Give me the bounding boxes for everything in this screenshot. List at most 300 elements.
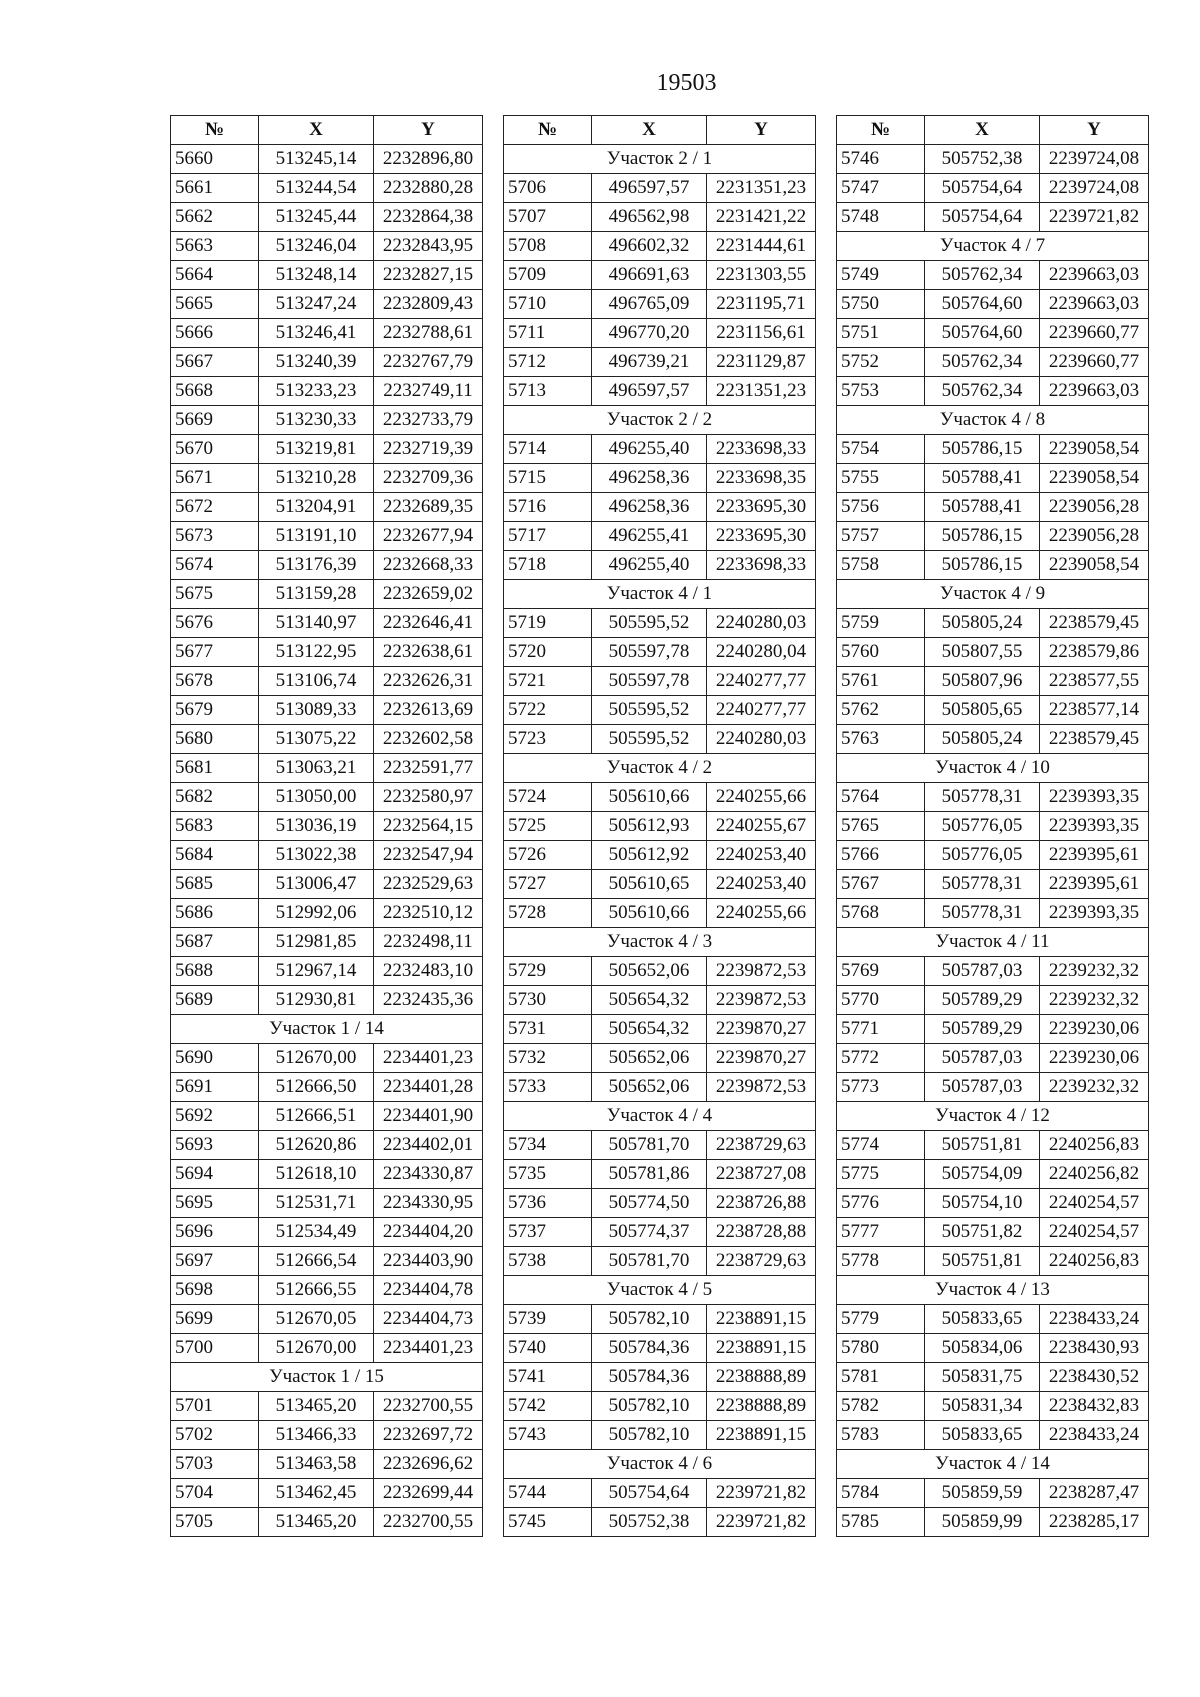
- table-row: [171, 667, 483, 696]
- table-row: [837, 1508, 1149, 1537]
- y-coordinate-cell: 2238891,15: [707, 1421, 816, 1450]
- x-coordinate-cell: 505781,86: [592, 1160, 707, 1189]
- y-coordinate-cell: 2238433,24: [1040, 1421, 1149, 1450]
- table-row: [171, 957, 483, 986]
- table-row: [504, 870, 816, 899]
- x-coordinate-cell: 505787,03: [925, 1073, 1040, 1102]
- x-coordinate-cell: 505778,31: [925, 870, 1040, 899]
- y-coordinate-cell: 2234401,23: [374, 1334, 483, 1363]
- point-number-cell: 5751: [837, 319, 925, 348]
- x-coordinate-cell: 513022,38: [259, 841, 374, 870]
- x-coordinate-cell: 513245,14: [259, 145, 374, 174]
- x-coordinate-cell: 496602,32: [592, 232, 707, 261]
- y-coordinate-cell: 2238430,93: [1040, 1334, 1149, 1363]
- table-row: [504, 232, 816, 261]
- x-coordinate-cell: 505778,31: [925, 783, 1040, 812]
- x-coordinate-cell: 505782,10: [592, 1421, 707, 1450]
- y-coordinate-cell: 2238285,17: [1040, 1508, 1149, 1537]
- section-row: [504, 145, 816, 174]
- section-label: Участок 2 / 1: [504, 145, 816, 174]
- table-row: [504, 174, 816, 203]
- point-number-cell: 5679: [171, 696, 259, 725]
- point-number-cell: 5729: [504, 957, 592, 986]
- section-label: Участок 4 / 9: [837, 580, 1149, 609]
- section-label: Участок 4 / 3: [504, 928, 816, 957]
- point-number-cell: 5717: [504, 522, 592, 551]
- point-number-cell: 5716: [504, 493, 592, 522]
- point-number-cell: 5724: [504, 783, 592, 812]
- y-coordinate-cell: 2240254,57: [1040, 1189, 1149, 1218]
- x-coordinate-cell: 505776,05: [925, 841, 1040, 870]
- table-row: [837, 1044, 1149, 1073]
- table-row: [504, 1363, 816, 1392]
- x-coordinate-cell: 505831,34: [925, 1392, 1040, 1421]
- table-row: [504, 1508, 816, 1537]
- x-coordinate-cell: 513233,23: [259, 377, 374, 406]
- table-row: [171, 754, 483, 783]
- x-coordinate-cell: 505751,81: [925, 1247, 1040, 1276]
- table-row: [171, 870, 483, 899]
- y-coordinate-cell: 2232864,38: [374, 203, 483, 232]
- y-coordinate-cell: 2232880,28: [374, 174, 483, 203]
- table-header-row: [837, 116, 1149, 145]
- point-number-cell: 5759: [837, 609, 925, 638]
- point-number-cell: 5687: [171, 928, 259, 957]
- y-coordinate-cell: 2232719,39: [374, 435, 483, 464]
- point-number-cell: 5700: [171, 1334, 259, 1363]
- table-row: [837, 899, 1149, 928]
- table-row: [504, 638, 816, 667]
- y-coordinate-cell: 2232677,94: [374, 522, 483, 551]
- point-number-cell: 5767: [837, 870, 925, 899]
- table-row: [171, 580, 483, 609]
- x-coordinate-cell: 505610,65: [592, 870, 707, 899]
- x-coordinate-cell: 505754,64: [592, 1479, 707, 1508]
- x-coordinate-cell: 496255,40: [592, 551, 707, 580]
- table-header-row: [504, 116, 816, 145]
- x-coordinate-cell: 512534,49: [259, 1218, 374, 1247]
- point-number-cell: 5733: [504, 1073, 592, 1102]
- table-row: [504, 1392, 816, 1421]
- point-number-cell: 5770: [837, 986, 925, 1015]
- table-row: [171, 609, 483, 638]
- x-coordinate-cell: 505781,70: [592, 1131, 707, 1160]
- x-coordinate-cell: 505833,65: [925, 1305, 1040, 1334]
- y-coordinate-cell: 2232668,33: [374, 551, 483, 580]
- point-number-cell: 5741: [504, 1363, 592, 1392]
- x-coordinate-cell: 513247,24: [259, 290, 374, 319]
- section-row: [837, 580, 1149, 609]
- x-coordinate-cell: 505764,60: [925, 319, 1040, 348]
- point-number-cell: 5701: [171, 1392, 259, 1421]
- y-coordinate-cell: 2239663,03: [1040, 261, 1149, 290]
- table-row: [837, 841, 1149, 870]
- point-number-cell: 5685: [171, 870, 259, 899]
- x-coordinate-cell: 505784,36: [592, 1334, 707, 1363]
- y-coordinate-cell: 2232843,95: [374, 232, 483, 261]
- x-coordinate-cell: 496562,98: [592, 203, 707, 232]
- y-coordinate-cell: 2238577,55: [1040, 667, 1149, 696]
- table-row: [171, 1160, 483, 1189]
- y-coordinate-cell: 2239058,54: [1040, 464, 1149, 493]
- y-coordinate-cell: 2234404,73: [374, 1305, 483, 1334]
- point-number-cell: 5763: [837, 725, 925, 754]
- x-coordinate-cell: 513465,20: [259, 1508, 374, 1537]
- x-coordinate-cell: 513466,33: [259, 1421, 374, 1450]
- table-row: [837, 696, 1149, 725]
- y-coordinate-cell: 2232809,43: [374, 290, 483, 319]
- y-coordinate-cell: 2234402,01: [374, 1131, 483, 1160]
- y-coordinate-cell: 2232435,36: [374, 986, 483, 1015]
- y-coordinate-cell: 2234401,23: [374, 1044, 483, 1073]
- x-coordinate-cell: 505595,52: [592, 696, 707, 725]
- section-label: Участок 4 / 8: [837, 406, 1149, 435]
- x-coordinate-cell: 505805,65: [925, 696, 1040, 725]
- point-number-cell: 5728: [504, 899, 592, 928]
- point-number-cell: 5760: [837, 638, 925, 667]
- y-coordinate-cell: 2234401,90: [374, 1102, 483, 1131]
- section-row: [837, 1276, 1149, 1305]
- table-row: [837, 783, 1149, 812]
- section-row: [504, 406, 816, 435]
- x-coordinate-cell: 505752,38: [925, 145, 1040, 174]
- y-coordinate-cell: 2238287,47: [1040, 1479, 1149, 1508]
- y-coordinate-cell: 2239872,53: [707, 957, 816, 986]
- table-row: [171, 928, 483, 957]
- y-coordinate-cell: 2239721,82: [707, 1479, 816, 1508]
- table-row: [504, 667, 816, 696]
- point-number-cell: 5731: [504, 1015, 592, 1044]
- x-coordinate-cell: 512981,85: [259, 928, 374, 957]
- y-coordinate-cell: 2231195,71: [707, 290, 816, 319]
- y-coordinate-cell: 2232699,44: [374, 1479, 483, 1508]
- x-coordinate-cell: 512618,10: [259, 1160, 374, 1189]
- y-coordinate-cell: 2238729,63: [707, 1247, 816, 1276]
- table-row: [504, 841, 816, 870]
- coordinates-table-1: [170, 115, 483, 1537]
- point-number-cell: 5688: [171, 957, 259, 986]
- table-row: [171, 493, 483, 522]
- y-coordinate-cell: 2234401,28: [374, 1073, 483, 1102]
- point-number-cell: 5771: [837, 1015, 925, 1044]
- y-coordinate-cell: 2234403,90: [374, 1247, 483, 1276]
- point-number-cell: 5711: [504, 319, 592, 348]
- y-coordinate-cell: 2238430,52: [1040, 1363, 1149, 1392]
- y-coordinate-cell: 2239721,82: [1040, 203, 1149, 232]
- table-row: [837, 1247, 1149, 1276]
- point-number-cell: 5748: [837, 203, 925, 232]
- point-number-cell: 5705: [171, 1508, 259, 1537]
- x-coordinate-cell: 505754,64: [925, 174, 1040, 203]
- table-row: [171, 1421, 483, 1450]
- y-coordinate-cell: 2238888,89: [707, 1392, 816, 1421]
- point-number-cell: 5776: [837, 1189, 925, 1218]
- section-label: Участок 4 / 4: [504, 1102, 816, 1131]
- table-row: [504, 1305, 816, 1334]
- point-number-cell: 5667: [171, 348, 259, 377]
- point-number-cell: 5719: [504, 609, 592, 638]
- point-number-cell: 5769: [837, 957, 925, 986]
- section-row: [171, 1015, 483, 1044]
- x-coordinate-cell: 505654,32: [592, 1015, 707, 1044]
- y-coordinate-cell: 2231351,23: [707, 174, 816, 203]
- y-coordinate-cell: 2232700,55: [374, 1392, 483, 1421]
- point-number-cell: 5726: [504, 841, 592, 870]
- x-coordinate-cell: 505788,41: [925, 493, 1040, 522]
- y-coordinate-cell: 2232788,61: [374, 319, 483, 348]
- x-coordinate-cell: 505595,52: [592, 725, 707, 754]
- table-row: [504, 1044, 816, 1073]
- point-number-cell: 5755: [837, 464, 925, 493]
- point-number-cell: 5764: [837, 783, 925, 812]
- table-row: [504, 290, 816, 319]
- point-number-cell: 5735: [504, 1160, 592, 1189]
- x-coordinate-cell: 505859,59: [925, 1479, 1040, 1508]
- x-coordinate-cell: 505833,65: [925, 1421, 1040, 1450]
- y-coordinate-cell: 2238891,15: [707, 1334, 816, 1363]
- coordinates-table-3: [836, 115, 1149, 1537]
- header-y: Y: [374, 116, 483, 145]
- section-row: [504, 1276, 816, 1305]
- table-row: [837, 493, 1149, 522]
- table-row: [171, 261, 483, 290]
- table-row: [504, 551, 816, 580]
- table-row: [504, 464, 816, 493]
- x-coordinate-cell: 505786,15: [925, 435, 1040, 464]
- table-row: [837, 667, 1149, 696]
- y-coordinate-cell: 2233698,35: [707, 464, 816, 493]
- table-row: [504, 1131, 816, 1160]
- section-label: Участок 4 / 2: [504, 754, 816, 783]
- section-row: [504, 1450, 816, 1479]
- point-number-cell: 5780: [837, 1334, 925, 1363]
- table-row: [837, 1363, 1149, 1392]
- x-coordinate-cell: 512930,81: [259, 986, 374, 1015]
- x-coordinate-cell: 512531,71: [259, 1189, 374, 1218]
- section-label: Участок 1 / 15: [171, 1363, 483, 1392]
- table-row: [504, 261, 816, 290]
- section-row: [504, 754, 816, 783]
- x-coordinate-cell: 505754,09: [925, 1160, 1040, 1189]
- x-coordinate-cell: 505789,29: [925, 1015, 1040, 1044]
- point-number-cell: 5672: [171, 493, 259, 522]
- x-coordinate-cell: 513210,28: [259, 464, 374, 493]
- section-row: [837, 1102, 1149, 1131]
- table-row: [171, 1450, 483, 1479]
- x-coordinate-cell: 513462,45: [259, 1479, 374, 1508]
- table-row: [837, 319, 1149, 348]
- y-coordinate-cell: 2232767,79: [374, 348, 483, 377]
- point-number-cell: 5718: [504, 551, 592, 580]
- table-row: [504, 435, 816, 464]
- table-row: [171, 1305, 483, 1334]
- table-row: [504, 203, 816, 232]
- point-number-cell: 5698: [171, 1276, 259, 1305]
- x-coordinate-cell: 505597,78: [592, 667, 707, 696]
- x-coordinate-cell: 496255,41: [592, 522, 707, 551]
- point-number-cell: 5675: [171, 580, 259, 609]
- y-coordinate-cell: 2240256,83: [1040, 1247, 1149, 1276]
- point-number-cell: 5727: [504, 870, 592, 899]
- y-coordinate-cell: 2233695,30: [707, 522, 816, 551]
- y-coordinate-cell: 2240256,83: [1040, 1131, 1149, 1160]
- x-coordinate-cell: 513465,20: [259, 1392, 374, 1421]
- y-coordinate-cell: 2232602,58: [374, 725, 483, 754]
- y-coordinate-cell: 2232696,62: [374, 1450, 483, 1479]
- point-number-cell: 5757: [837, 522, 925, 551]
- x-coordinate-cell: 513245,44: [259, 203, 374, 232]
- header-number: №: [171, 116, 259, 145]
- y-coordinate-cell: 2239872,53: [707, 1073, 816, 1102]
- table-row: [171, 899, 483, 928]
- x-coordinate-cell: 505752,38: [592, 1508, 707, 1537]
- point-number-cell: 5740: [504, 1334, 592, 1363]
- point-number-cell: 5752: [837, 348, 925, 377]
- y-coordinate-cell: 2240255,67: [707, 812, 816, 841]
- point-number-cell: 5704: [171, 1479, 259, 1508]
- point-number-cell: 5734: [504, 1131, 592, 1160]
- x-coordinate-cell: 513244,54: [259, 174, 374, 203]
- section-row: [171, 1363, 483, 1392]
- point-number-cell: 5697: [171, 1247, 259, 1276]
- y-coordinate-cell: 2234330,95: [374, 1189, 483, 1218]
- y-coordinate-cell: 2239393,35: [1040, 899, 1149, 928]
- x-coordinate-cell: 505762,34: [925, 348, 1040, 377]
- y-coordinate-cell: 2232896,80: [374, 145, 483, 174]
- y-coordinate-cell: 2238577,14: [1040, 696, 1149, 725]
- point-number-cell: 5668: [171, 377, 259, 406]
- x-coordinate-cell: 505610,66: [592, 899, 707, 928]
- x-coordinate-cell: 513140,97: [259, 609, 374, 638]
- y-coordinate-cell: 2231421,22: [707, 203, 816, 232]
- table-row: [837, 348, 1149, 377]
- x-coordinate-cell: 512666,50: [259, 1073, 374, 1102]
- y-coordinate-cell: 2231351,23: [707, 377, 816, 406]
- section-label: Участок 4 / 12: [837, 1102, 1149, 1131]
- table-row: [837, 609, 1149, 638]
- section-label: Участок 1 / 14: [171, 1015, 483, 1044]
- section-row: [837, 1450, 1149, 1479]
- table-row: [171, 1073, 483, 1102]
- x-coordinate-cell: 505774,37: [592, 1218, 707, 1247]
- table-row: [504, 1189, 816, 1218]
- x-coordinate-cell: 496739,21: [592, 348, 707, 377]
- y-coordinate-cell: 2232547,94: [374, 841, 483, 870]
- y-coordinate-cell: 2232827,15: [374, 261, 483, 290]
- table-row: [837, 725, 1149, 754]
- y-coordinate-cell: 2239724,08: [1040, 145, 1149, 174]
- table-row: [837, 145, 1149, 174]
- y-coordinate-cell: 2232626,31: [374, 667, 483, 696]
- point-number-cell: 5661: [171, 174, 259, 203]
- x-coordinate-cell: 513240,39: [259, 348, 374, 377]
- x-coordinate-cell: 505786,15: [925, 522, 1040, 551]
- point-number-cell: 5747: [837, 174, 925, 203]
- y-coordinate-cell: 2232709,36: [374, 464, 483, 493]
- point-number-cell: 5772: [837, 1044, 925, 1073]
- y-coordinate-cell: 2240280,04: [707, 638, 816, 667]
- point-number-cell: 5749: [837, 261, 925, 290]
- x-coordinate-cell: 496597,57: [592, 174, 707, 203]
- y-coordinate-cell: 2239232,32: [1040, 1073, 1149, 1102]
- y-coordinate-cell: 2238729,63: [707, 1131, 816, 1160]
- table-row: [171, 522, 483, 551]
- header-y: Y: [1040, 116, 1149, 145]
- point-number-cell: 5706: [504, 174, 592, 203]
- point-number-cell: 5777: [837, 1218, 925, 1247]
- y-coordinate-cell: 2240255,66: [707, 783, 816, 812]
- point-number-cell: 5692: [171, 1102, 259, 1131]
- y-coordinate-cell: 2232689,35: [374, 493, 483, 522]
- y-coordinate-cell: 2232659,02: [374, 580, 483, 609]
- point-number-cell: 5713: [504, 377, 592, 406]
- y-coordinate-cell: 2239395,61: [1040, 870, 1149, 899]
- table-row: [171, 1334, 483, 1363]
- point-number-cell: 5743: [504, 1421, 592, 1450]
- table-row: [171, 812, 483, 841]
- table-row: [504, 1334, 816, 1363]
- point-number-cell: 5736: [504, 1189, 592, 1218]
- y-coordinate-cell: 2231129,87: [707, 348, 816, 377]
- table-row: [837, 986, 1149, 1015]
- table-row: [171, 1218, 483, 1247]
- section-row: [504, 1102, 816, 1131]
- point-number-cell: 5684: [171, 841, 259, 870]
- y-coordinate-cell: 2238727,08: [707, 1160, 816, 1189]
- table-row: [837, 522, 1149, 551]
- y-coordinate-cell: 2232498,11: [374, 928, 483, 957]
- table-row: [837, 377, 1149, 406]
- table-row: [504, 696, 816, 725]
- table-row: [504, 812, 816, 841]
- section-label: Участок 4 / 6: [504, 1450, 816, 1479]
- x-coordinate-cell: 505859,99: [925, 1508, 1040, 1537]
- point-number-cell: 5712: [504, 348, 592, 377]
- y-coordinate-cell: 2239058,54: [1040, 435, 1149, 464]
- y-coordinate-cell: 2238579,45: [1040, 725, 1149, 754]
- x-coordinate-cell: 513246,04: [259, 232, 374, 261]
- x-coordinate-cell: 505751,82: [925, 1218, 1040, 1247]
- point-number-cell: 5669: [171, 406, 259, 435]
- table-row: [504, 522, 816, 551]
- x-coordinate-cell: 505782,10: [592, 1392, 707, 1421]
- table-row: [837, 1073, 1149, 1102]
- point-number-cell: 5732: [504, 1044, 592, 1073]
- point-number-cell: 5721: [504, 667, 592, 696]
- table-row: [171, 725, 483, 754]
- table-row: [837, 290, 1149, 319]
- x-coordinate-cell: 513006,47: [259, 870, 374, 899]
- x-coordinate-cell: 505786,15: [925, 551, 1040, 580]
- x-coordinate-cell: 512670,00: [259, 1334, 374, 1363]
- y-coordinate-cell: 2239660,77: [1040, 319, 1149, 348]
- x-coordinate-cell: 505762,34: [925, 261, 1040, 290]
- x-coordinate-cell: 513248,14: [259, 261, 374, 290]
- y-coordinate-cell: 2240277,77: [707, 667, 816, 696]
- y-coordinate-cell: 2232483,10: [374, 957, 483, 986]
- point-number-cell: 5745: [504, 1508, 592, 1537]
- point-number-cell: 5702: [171, 1421, 259, 1450]
- point-number-cell: 5758: [837, 551, 925, 580]
- x-coordinate-cell: 513089,33: [259, 696, 374, 725]
- table-body: [171, 145, 483, 1537]
- y-coordinate-cell: 2234404,20: [374, 1218, 483, 1247]
- table-row: [837, 1305, 1149, 1334]
- point-number-cell: 5686: [171, 899, 259, 928]
- point-number-cell: 5754: [837, 435, 925, 464]
- table-row: [504, 1160, 816, 1189]
- x-coordinate-cell: 496765,09: [592, 290, 707, 319]
